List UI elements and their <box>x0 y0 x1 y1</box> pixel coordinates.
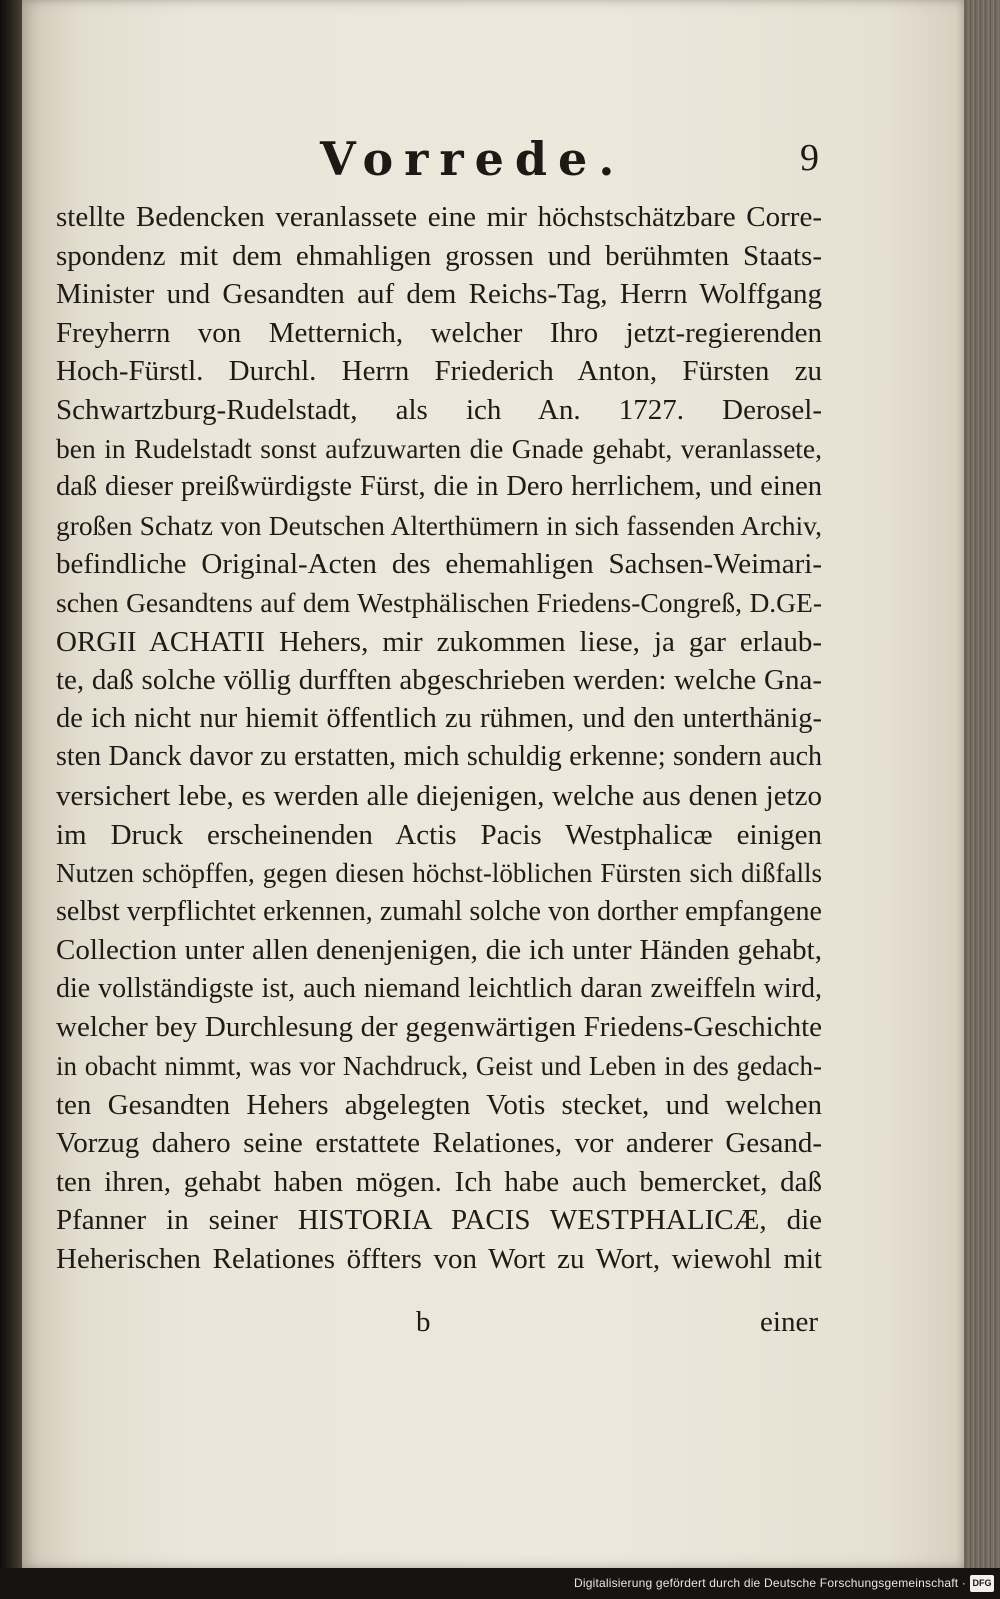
text-line: daß dieser preißwürdigste Fürst, die in Dero herrlichem, und einen <box>56 471 822 503</box>
signature-mark: b <box>416 1306 431 1338</box>
body-text <box>56 198 822 1279</box>
text-line: spondenz mit dem ehmahligen grossen und berühmten Staats- <box>56 239 822 272</box>
text-line: Nutzen schöpffen, gegen diesen höchst-löblichen Fürsten sich dißfalls <box>56 858 822 889</box>
text-line: ten ihren, gehabt haben mögen. Ich habe auch bemercket, daß <box>56 1165 822 1198</box>
text-line: Schwartzburg-Rudelstadt, als ich An. 1727. Derosel- <box>56 393 822 426</box>
book-page <box>22 0 964 1568</box>
text-line: Collection unter allen denenjenigen, die ich unter Händen gehabt, <box>56 934 822 967</box>
text-line: im Druck erscheinenden Actis Pacis Westphalicæ einigen <box>56 818 822 851</box>
text-line: ben in Rudelstadt sonst aufzuwarten die Gnade gehabt, veranlassete, <box>56 432 822 464</box>
page-edges <box>962 0 1000 1568</box>
dfg-logo: DFG <box>970 1575 994 1592</box>
text-line: versichert lebe, es werden alle diejenigen, welche aus denen jetzo <box>56 779 822 812</box>
text-line: te, daß solche völlig durfften abgeschrieben werden: welche Gna- <box>56 664 822 697</box>
book-gutter <box>0 0 22 1599</box>
text-line: Pfanner in seiner HISTORIA PACIS WESTPHALICÆ, die <box>56 1204 822 1237</box>
page-header <box>22 132 964 192</box>
text-line: ORGII ACHATII Hehers, mir zukommen liese, ja gar erlaub- <box>56 625 822 658</box>
page-foot <box>56 1306 822 1346</box>
text-line: Vorzug dahero seine erstattete Relationes, vor anderer Gesand- <box>56 1127 822 1160</box>
text-line: stellte Bedencken veranlassete eine mir höchstschätzbare Corre- <box>56 201 822 233</box>
text-line: die vollständigste ist, auch niemand leichtlich daran zweiffeln wird, <box>56 972 822 1004</box>
text-line: ten Gesandten Hehers abgelegten Votis stecket, und welchen <box>56 1088 822 1121</box>
text-line: schen Gesandtens auf dem Westphälischen Friedens-Congreß, D.GE- <box>56 586 822 618</box>
text-line: Freyherrn von Metternich, welcher Ihro jetzt-regierenden <box>56 316 822 349</box>
text-line: de ich nicht nur hiemit öffentlich zu rühmen, und den unterthänig- <box>56 702 822 734</box>
text-line: in obacht nimmt, was vor Nachdruck, Geist und Leben in des gedach- <box>56 1051 822 1082</box>
running-head: Vorrede. <box>320 132 626 186</box>
text-line: sten Danck davor zu erstatten, mich schuldig erkenne; sondern auch <box>56 741 822 773</box>
text-line: welcher bey Durchlesung der gegenwärtigen Friedens-Geschichte <box>56 1011 822 1044</box>
text-line: großen Schatz von Deutschen Alterthümern in sich fassenden Archiv, <box>56 509 822 541</box>
text-line: Hoch-Fürstl. Durchl. Herrn Friederich Anton, Fürsten zu <box>56 355 822 388</box>
page-number: 9 <box>800 137 819 179</box>
credit-text: Digitalisierung gefördert durch die Deutsche Forschungsgemeinschaft · <box>574 1576 966 1590</box>
text-line: selbst verpflichtet erkennen, zumahl solche von dorther empfangene <box>56 895 822 927</box>
text-line: Heherischen Relationes öffters von Wort zu Wort, wiewohl mit <box>56 1243 822 1276</box>
catchword: einer <box>760 1306 818 1338</box>
credit-bar <box>0 1568 1000 1599</box>
text-line: Minister und Gesandten auf dem Reichs-Tag, Herrn Wolffgang <box>56 278 822 311</box>
text-line: befindliche Original-Acten des ehemahligen Sachsen-Weimari- <box>56 548 822 581</box>
